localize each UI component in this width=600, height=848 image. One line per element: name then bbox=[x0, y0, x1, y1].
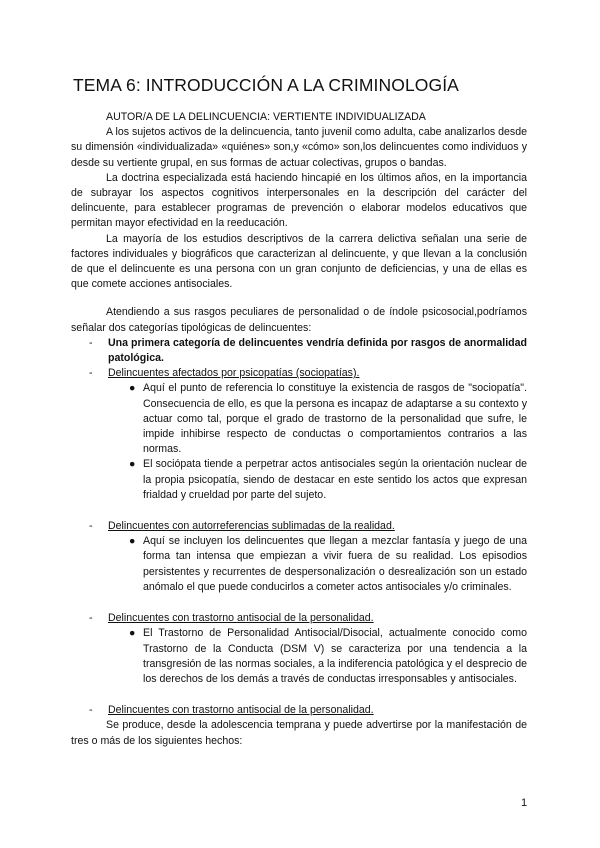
paragraph-2: La doctrina especializada está haciendo hincapié en los últimos años, en la importancia de subrayar los aspectos cognitivos interpersonales en la descripción del carácter del delincuente, para establecer programas de prevención o elaborar modelos educativos que permitan mayor efectividad en la reeducación. bbox=[71, 171, 527, 230]
bullet-item bbox=[71, 534, 527, 595]
category-heading: Delincuentes con trastorno antisocial de la personalidad. bbox=[108, 612, 374, 625]
bullet-text: Aquí se incluyen los delincuentes que llegan a mezclar fantasía y juego de una forma tan intensa que empiezan a vivir fuera de su realidad. Los episodios persistentes y recurrentes de despersonalización o desrealización son un estado anómalo el que puede conducirlos a cometer actos antisociales y/o criminales. bbox=[143, 535, 527, 593]
bullet-text: Aquí el punto de referencia lo constituye la existencia de rasgos de "sociopatía". Consecuencia de ello, es que la persona es incapaz de adaptarse a su contexto y actuar como tal, porque el grado de trastorno de la personalidad que sufre, le impide inhibirse respecto de conductas o comportamientos contrarios a las normas. bbox=[143, 382, 527, 456]
paragraph-3: La mayoría de los estudios descriptivos de la carrera delictiva señalan una serie de factores individuales y biográficos que caracterizan al delincuente, y que llevan a la conclusión de que el delincuente es una persona con un gran conjunto de deficiencias, y una de ellas es que comete acciones antisociales. bbox=[71, 232, 527, 291]
page-number: 1 bbox=[521, 797, 528, 809]
category-heading: Delincuentes con autorreferencias sublimadas de la realidad. bbox=[108, 520, 395, 533]
bullet-text: El Trastorno de Personalidad Antisocial/Disocial, actualmente conocido como Trastorno de la Conducta (DSM V) se caracteriza por una tendencia a la transgresión de las normas sociales, a la indiferencia patológica y el desprecio de los derechos de los demás a través de conductas irresponsables y antisociales. bbox=[143, 627, 527, 685]
categories-intro: Atendiendo a sus rasgos peculiares de personalidad o de índole psicosocial,podríamos señalar dos categorías tipológicas de delincuentes: bbox=[71, 306, 527, 334]
bullet-text: El sociópata tiende a perpetrar actos antisociales según la orientación nuclear de la propia psicopatía, siendo de destacar en este sentido los actos que expresan frialdad y crueldad por parte del sujeto. bbox=[143, 458, 527, 501]
list-item-trastorno-antisocial bbox=[71, 611, 527, 626]
section-subtitle: AUTOR/A DE LA DELINCUENCIA: VERTIENTE INDIVIDUALIZADA bbox=[106, 111, 426, 123]
bullet-icon: ● bbox=[129, 382, 136, 395]
document-title: TEMA 6: INTRODUCCIÓN A LA CRIMINOLOGÍA bbox=[73, 75, 459, 95]
category-heading: Una primera categoría de delincuentes vendría definida por rasgos de anormalidad patológica. bbox=[108, 336, 527, 365]
bullet-list bbox=[71, 534, 527, 595]
bullet-item bbox=[71, 626, 527, 687]
dash-marker: - bbox=[89, 367, 93, 380]
closing-paragraph: Se produce, desde la adolescencia temprana y puede advertirse por la manifestación de tres o más de los siguientes hechos: bbox=[71, 719, 527, 747]
list-item-psicopatias bbox=[71, 366, 527, 381]
paragraph-1: A los sujetos activos de la delincuencia, tanto juvenil como adulta, cabe analizarlos desde su dimensión «individualizada» «quiénes» son,y «cómo» son,los delincuentes como individuos y desde su vertiente grupal, en sus formas de actuar colectivas, grupos o bandas. bbox=[71, 126, 527, 169]
category-heading: Delincuentes afectados por psicopatías (sociopatías). bbox=[108, 367, 360, 380]
list-item-autorreferencias bbox=[71, 519, 527, 534]
list-item-trastorno-antisocial-2 bbox=[71, 703, 527, 718]
bullet-item bbox=[71, 381, 527, 457]
bullet-list bbox=[71, 381, 527, 503]
bullet-icon: ● bbox=[129, 627, 136, 640]
document-body bbox=[71, 110, 527, 749]
dash-marker: - bbox=[89, 612, 93, 625]
dash-marker: - bbox=[89, 336, 93, 349]
bullet-item bbox=[71, 457, 527, 503]
bullet-icon: ● bbox=[129, 535, 136, 548]
dash-marker: - bbox=[89, 520, 93, 533]
bullet-icon: ● bbox=[129, 458, 136, 471]
dash-marker: - bbox=[89, 704, 93, 717]
category-heading: Delincuentes con trastorno antisocial de la personalidad. bbox=[108, 704, 374, 717]
list-item-category-1 bbox=[71, 336, 527, 366]
bullet-list bbox=[71, 626, 527, 687]
